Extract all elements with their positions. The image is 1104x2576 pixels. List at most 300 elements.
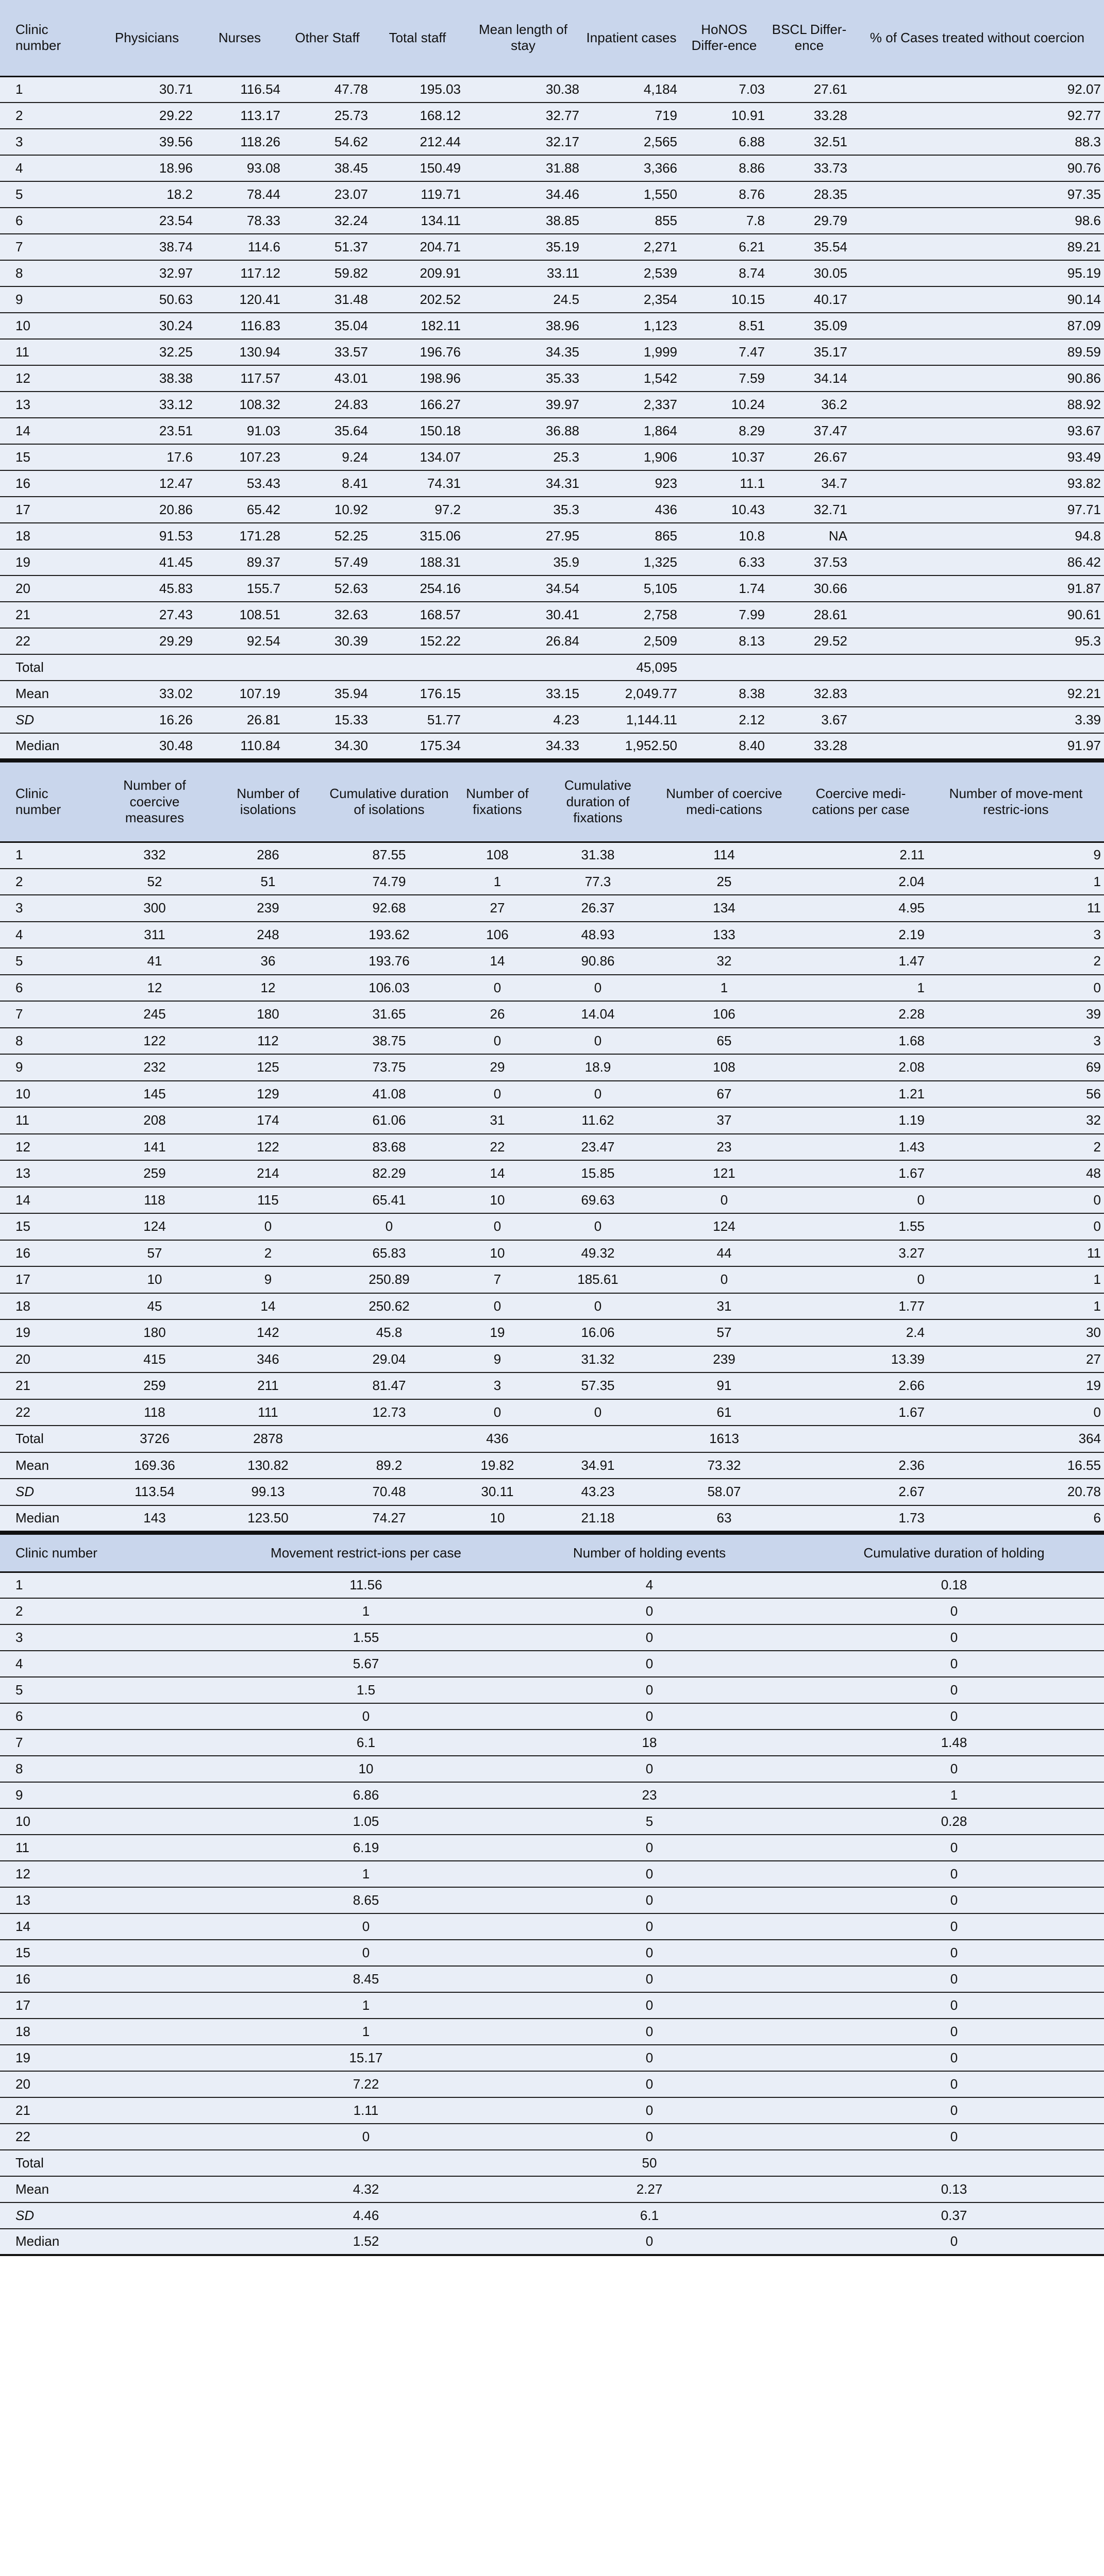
row-label-cell: 1	[0, 76, 98, 103]
table-cell: 24.83	[283, 392, 371, 418]
row-label-cell: 9	[0, 1782, 237, 1808]
table-cell: 11	[928, 895, 1104, 922]
table-cell: 129	[211, 1081, 325, 1108]
table-cell: 89.37	[196, 549, 283, 575]
table-cell: 10.15	[680, 286, 768, 313]
table-cell: 2.28	[794, 1001, 928, 1028]
table-cell: 33.73	[768, 155, 850, 181]
table-cell: 6	[928, 1505, 1104, 1532]
table-cell: 1.5	[237, 1677, 495, 1703]
table-cell: 169.36	[98, 1452, 211, 1479]
table-cell: 10	[454, 1187, 541, 1214]
table-cell: 0	[495, 1913, 804, 1940]
table-cell: 5,105	[582, 575, 680, 602]
table-cell: 0	[495, 1940, 804, 1966]
row-label-cell: 18	[0, 2019, 237, 2045]
table-cell: 8.76	[680, 181, 768, 208]
table-cell: 3	[454, 1372, 541, 1399]
table-cell	[680, 654, 768, 681]
row-label-cell: 15	[0, 444, 98, 470]
table-cell: 44	[655, 1240, 794, 1267]
table-cell: 436	[582, 497, 680, 523]
table-cell: 35.3	[464, 497, 582, 523]
table-cell: 176.15	[371, 681, 464, 707]
table-cell: 130.82	[211, 1452, 325, 1479]
table-cell: 19	[928, 1372, 1104, 1399]
table-cell: 53.43	[196, 470, 283, 497]
table-row	[0, 1651, 1104, 1677]
row-label-cell: 13	[0, 1887, 237, 1913]
table-cell: 250.89	[325, 1266, 454, 1293]
table-cell: 7	[454, 1266, 541, 1293]
row-label-cell: 7	[0, 1001, 98, 1028]
table-cell: 1.74	[680, 575, 768, 602]
table-cell: 0	[804, 2045, 1104, 2071]
table-row	[0, 1054, 1104, 1081]
table-cell: 14	[454, 948, 541, 975]
table-cell: NA	[768, 523, 850, 549]
col-header: Number of coercive measures	[98, 761, 211, 842]
table-cell: 57	[655, 1319, 794, 1346]
table-row	[0, 1452, 1104, 1479]
table-cell: 0	[495, 2229, 804, 2255]
table-cell: 0	[655, 1187, 794, 1214]
table-cell: 49.32	[541, 1240, 655, 1267]
table-cell: 33.11	[464, 260, 582, 286]
table-cell: 0	[804, 1861, 1104, 1887]
table-cell	[464, 654, 582, 681]
table-cell: 18.9	[541, 1054, 655, 1081]
table-cell: 52.25	[283, 523, 371, 549]
table-cell: 40.17	[768, 286, 850, 313]
table-cell: 2,539	[582, 260, 680, 286]
table-cell: 7.99	[680, 602, 768, 628]
table-cell: 52	[98, 869, 211, 895]
table-cell: 50.63	[98, 286, 196, 313]
table-cell: 3	[928, 922, 1104, 948]
table-cell: 47.78	[283, 76, 371, 103]
col-header: HoNOS Differ-ence	[680, 0, 768, 76]
table-cell: 719	[582, 103, 680, 129]
table-cell: 254.16	[371, 575, 464, 602]
table-cell: 9	[928, 842, 1104, 869]
row-label-cell: 4	[0, 1651, 237, 1677]
col-header: Total staff	[371, 0, 464, 76]
table-cell: 33.12	[98, 392, 196, 418]
table-cell: 0	[804, 1703, 1104, 1730]
table-row	[0, 1505, 1104, 1532]
table-cell: 34.31	[464, 470, 582, 497]
table-cell: 134.07	[371, 444, 464, 470]
table-cell: 118	[98, 1187, 211, 1214]
table-cell: 0	[237, 1940, 495, 1966]
row-label-cell: 19	[0, 1319, 98, 1346]
table-row	[0, 1081, 1104, 1108]
table-cell: 0	[804, 1624, 1104, 1651]
col-header: Number of move-ment restric-ions	[928, 761, 1104, 842]
table-cell: 111	[211, 1399, 325, 1426]
table-cell: 2.66	[794, 1372, 928, 1399]
table-cell: 28.35	[768, 181, 850, 208]
table-cell: 0	[804, 1966, 1104, 1992]
table-cell: 92.77	[850, 103, 1104, 129]
table-cell: 1,144.11	[582, 707, 680, 733]
row-label-cell: SD	[0, 707, 98, 733]
table-cell: 0	[541, 1399, 655, 1426]
table-cell: 0.37	[804, 2202, 1104, 2229]
row-label-cell: 19	[0, 549, 98, 575]
table-cell: 9.24	[283, 444, 371, 470]
table-cell: 33.15	[464, 681, 582, 707]
table-cell: 33.28	[768, 103, 850, 129]
table-cell: 6.88	[680, 129, 768, 155]
coercive-measures-table	[0, 760, 1104, 1533]
row-label-cell: 22	[0, 2124, 237, 2150]
table-cell: 33.57	[283, 339, 371, 365]
row-label-cell: 10	[0, 1081, 98, 1108]
table-cell: 30.41	[464, 602, 582, 628]
table-cell: 2,758	[582, 602, 680, 628]
table-cell: 0	[804, 1887, 1104, 1913]
table-cell: 0	[804, 1598, 1104, 1624]
table-cell: 114.6	[196, 234, 283, 260]
table-cell: 10	[454, 1505, 541, 1532]
table-cell: 12	[211, 975, 325, 1002]
table-cell: 98.6	[850, 208, 1104, 234]
table-cell: 4	[495, 1572, 804, 1598]
table-cell: 30.24	[98, 313, 196, 339]
row-label-cell: 4	[0, 155, 98, 181]
row-label-cell: 2	[0, 1598, 237, 1624]
table-row	[0, 339, 1104, 365]
table-cell: 0	[804, 1940, 1104, 1966]
table-cell: 13.39	[794, 1346, 928, 1373]
holding-events-table	[0, 1533, 1104, 2256]
table-row	[0, 1730, 1104, 1756]
table-cell: 48.93	[541, 922, 655, 948]
table-cell	[371, 654, 464, 681]
table-row	[0, 549, 1104, 575]
table-cell: 122	[98, 1028, 211, 1055]
row-label-cell: 4	[0, 922, 98, 948]
table-cell: 0	[237, 1703, 495, 1730]
table-cell: 152.22	[371, 628, 464, 654]
row-label-cell: 14	[0, 1187, 98, 1214]
row-label-cell: Median	[0, 1505, 98, 1532]
table-cell: 29.22	[98, 103, 196, 129]
table-cell: 0	[541, 1293, 655, 1320]
table-cell: 8.51	[680, 313, 768, 339]
table-row	[0, 1940, 1104, 1966]
table-cell: 31.32	[541, 1346, 655, 1373]
table-cell: 18.2	[98, 181, 196, 208]
table-cell: 23	[495, 1782, 804, 1808]
table-row	[0, 1160, 1104, 1187]
row-label-cell: 20	[0, 2071, 237, 2097]
table-cell: 4.46	[237, 2202, 495, 2229]
table-cell: 6.21	[680, 234, 768, 260]
row-label-cell: 20	[0, 575, 98, 602]
table-cell: 195.03	[371, 76, 464, 103]
table-row	[0, 1426, 1104, 1452]
row-label-cell: 1	[0, 842, 98, 869]
table-cell: 0	[495, 1651, 804, 1677]
table-cell: 19.82	[454, 1452, 541, 1479]
table-cell: 923	[582, 470, 680, 497]
table-cell: 1,906	[582, 444, 680, 470]
col-header: Cumulative duration of fixations	[541, 761, 655, 842]
table-row	[0, 2045, 1104, 2071]
table-cell: 97.71	[850, 497, 1104, 523]
table-cell: 81.47	[325, 1372, 454, 1399]
table-cell: 57	[98, 1240, 211, 1267]
table-row	[0, 497, 1104, 523]
table-cell: 41.08	[325, 1081, 454, 1108]
table-row	[0, 628, 1104, 654]
table-cell: 2.27	[495, 2176, 804, 2202]
table-cell: 28.61	[768, 602, 850, 628]
table-cell: 209.91	[371, 260, 464, 286]
table-cell: 61	[655, 1399, 794, 1426]
table-cell: 15.17	[237, 2045, 495, 2071]
table-cell: 65	[655, 1028, 794, 1055]
table-cell: 32.83	[768, 681, 850, 707]
table-cell: 21.18	[541, 1505, 655, 1532]
table-cell: 50	[495, 2150, 804, 2176]
table-cell: 39.97	[464, 392, 582, 418]
table-cell: 118	[98, 1399, 211, 1426]
table-cell: 34.33	[464, 733, 582, 759]
table-cell: 2.08	[794, 1054, 928, 1081]
table-header-row	[0, 0, 1104, 76]
table-cell: 52.63	[283, 575, 371, 602]
table-cell: 18.96	[98, 155, 196, 181]
table-cell: 35.33	[464, 365, 582, 392]
row-label-cell: 8	[0, 1028, 98, 1055]
table-cell: 31.48	[283, 286, 371, 313]
table-cell: 7.22	[237, 2071, 495, 2097]
table-cell: 93.49	[850, 444, 1104, 470]
table-cell: 315.06	[371, 523, 464, 549]
table-cell: 63	[655, 1505, 794, 1532]
table-cell: 118.26	[196, 129, 283, 155]
table-cell: 0	[495, 1677, 804, 1703]
row-label-cell: 13	[0, 1160, 98, 1187]
table-cell: 1.21	[794, 1081, 928, 1108]
table-cell: 171.28	[196, 523, 283, 549]
table-cell: 69.63	[541, 1187, 655, 1214]
table-cell: 32	[928, 1107, 1104, 1134]
table-cell: 31	[655, 1293, 794, 1320]
table-cell: 198.96	[371, 365, 464, 392]
table-cell: 0	[804, 2097, 1104, 2124]
table-body	[0, 76, 1104, 759]
row-label-cell: Mean	[0, 2176, 237, 2202]
table-cell: 91.03	[196, 418, 283, 444]
table-cell: 245	[98, 1001, 211, 1028]
table-row	[0, 1479, 1104, 1505]
table-row	[0, 523, 1104, 549]
table-cell: 16.06	[541, 1319, 655, 1346]
table-cell: 2.04	[794, 869, 928, 895]
table-cell: 108	[454, 842, 541, 869]
table-cell: 10	[454, 1240, 541, 1267]
col-header: Cumulative duration of isolations	[325, 761, 454, 842]
col-header: Coercive medi-cations per case	[794, 761, 928, 842]
table-cell: 239	[655, 1346, 794, 1373]
table-cell: 0	[794, 1266, 928, 1293]
table-cell: 8.13	[680, 628, 768, 654]
col-header: Nurses	[196, 0, 283, 76]
table-cell: 0	[541, 1081, 655, 1108]
table-body	[0, 842, 1104, 1532]
table-cell: 95.3	[850, 628, 1104, 654]
table-cell: 35.09	[768, 313, 850, 339]
table-header-row	[0, 1534, 1104, 1572]
table-cell: 10.43	[680, 497, 768, 523]
table-cell: 27	[454, 895, 541, 922]
table-cell	[98, 654, 196, 681]
table-cell: 70.48	[325, 1479, 454, 1505]
table-cell: 99.13	[211, 1479, 325, 1505]
table-cell	[794, 1426, 928, 1452]
table-row	[0, 1107, 1104, 1134]
table-cell: 1.77	[794, 1293, 928, 1320]
table-cell: 74.27	[325, 1505, 454, 1532]
table-cell: 0	[804, 1913, 1104, 1940]
table-row	[0, 1293, 1104, 1320]
table-cell: 23.54	[98, 208, 196, 234]
table-cell: 145	[98, 1081, 211, 1108]
table-cell: 0	[794, 1187, 928, 1214]
table-cell: 9	[454, 1346, 541, 1373]
col-header: Other Staff	[283, 0, 371, 76]
table-cell: 16.55	[928, 1452, 1104, 1479]
table-cell: 1	[928, 869, 1104, 895]
table-cell: 26.37	[541, 895, 655, 922]
table-row	[0, 948, 1104, 975]
table-cell: 108	[655, 1054, 794, 1081]
table-cell: 29.29	[98, 628, 196, 654]
table-row	[0, 1240, 1104, 1267]
table-cell: 239	[211, 895, 325, 922]
table-cell: 35.64	[283, 418, 371, 444]
table-cell: 12.73	[325, 1399, 454, 1426]
table-cell: 58.07	[655, 1479, 794, 1505]
table-cell: 134	[655, 895, 794, 922]
table-cell: 12.47	[98, 470, 196, 497]
table-cell: 107.23	[196, 444, 283, 470]
table-cell: 3.67	[768, 707, 850, 733]
table-cell: 14.04	[541, 1001, 655, 1028]
table-cell: 141	[98, 1134, 211, 1161]
table-cell: 2.36	[794, 1452, 928, 1479]
table-cell: 91.87	[850, 575, 1104, 602]
table-cell: 180	[98, 1319, 211, 1346]
row-label-cell: 8	[0, 260, 98, 286]
row-label-cell: SD	[0, 1479, 98, 1505]
table-cell: 193.62	[325, 922, 454, 948]
row-label-cell: 11	[0, 339, 98, 365]
table-cell: 93.67	[850, 418, 1104, 444]
table-cell: 1613	[655, 1426, 794, 1452]
table-cell: 2.4	[794, 1319, 928, 1346]
table-cell: 123.50	[211, 1505, 325, 1532]
table-cell: 91.53	[98, 523, 196, 549]
table-cell: 26.67	[768, 444, 850, 470]
table-cell: 142	[211, 1319, 325, 1346]
table-row	[0, 392, 1104, 418]
row-label-cell: 12	[0, 365, 98, 392]
row-label-cell: 5	[0, 181, 98, 208]
table-cell: 25	[655, 869, 794, 895]
table-cell	[325, 1426, 454, 1452]
table-cell: 82.29	[325, 1160, 454, 1187]
row-label-cell: SD	[0, 2202, 237, 2229]
table-cell: 332	[98, 842, 211, 869]
table-cell: 7.47	[680, 339, 768, 365]
table-cell: 211	[211, 1372, 325, 1399]
table-cell: 0	[495, 2045, 804, 2071]
row-label-cell: 2	[0, 869, 98, 895]
table-cell: 2	[211, 1240, 325, 1267]
table-cell: 208	[98, 1107, 211, 1134]
row-label-cell: Median	[0, 2229, 237, 2255]
row-label-cell: Total	[0, 1426, 98, 1452]
col-header: Number of isolations	[211, 761, 325, 842]
table-cell: 168.57	[371, 602, 464, 628]
table-cell: 89.21	[850, 234, 1104, 260]
table-cell: 24.5	[464, 286, 582, 313]
table-cell: 2.12	[680, 707, 768, 733]
row-label-cell: 15	[0, 1940, 237, 1966]
table-cell: 8.38	[680, 681, 768, 707]
table-row	[0, 418, 1104, 444]
table-cell: 1	[237, 1861, 495, 1887]
table-cell: 23.47	[541, 1134, 655, 1161]
table-cell: 110.84	[196, 733, 283, 759]
table-row	[0, 1703, 1104, 1730]
table-cell: 74.31	[371, 470, 464, 497]
table-cell: 32.51	[768, 129, 850, 155]
table-cell: 3.39	[850, 707, 1104, 733]
table-cell: 14	[454, 1160, 541, 1187]
table-cell: 0	[495, 1703, 804, 1730]
table-row	[0, 2150, 1104, 2176]
table-cell: 7.8	[680, 208, 768, 234]
table-cell: 117.57	[196, 365, 283, 392]
table-cell: 0	[495, 2071, 804, 2097]
table-cell: 94.8	[850, 523, 1104, 549]
table-cell: 12	[98, 975, 211, 1002]
table-cell: 168.12	[371, 103, 464, 129]
table-cell: 35.04	[283, 313, 371, 339]
table-cell: 248	[211, 922, 325, 948]
table-cell: 232	[98, 1054, 211, 1081]
table-cell: 34.30	[283, 733, 371, 759]
table-cell: 1	[804, 1782, 1104, 1808]
col-header: Clinic number	[0, 1534, 237, 1572]
table-row	[0, 181, 1104, 208]
table-cell: 37	[655, 1107, 794, 1134]
row-label-cell: 16	[0, 1966, 237, 1992]
table-cell: 61.06	[325, 1107, 454, 1134]
table-cell: 1,999	[582, 339, 680, 365]
table-cell	[196, 654, 283, 681]
table-cell: 93.08	[196, 155, 283, 181]
table-cell: 0	[454, 1081, 541, 1108]
table-cell: 78.44	[196, 181, 283, 208]
